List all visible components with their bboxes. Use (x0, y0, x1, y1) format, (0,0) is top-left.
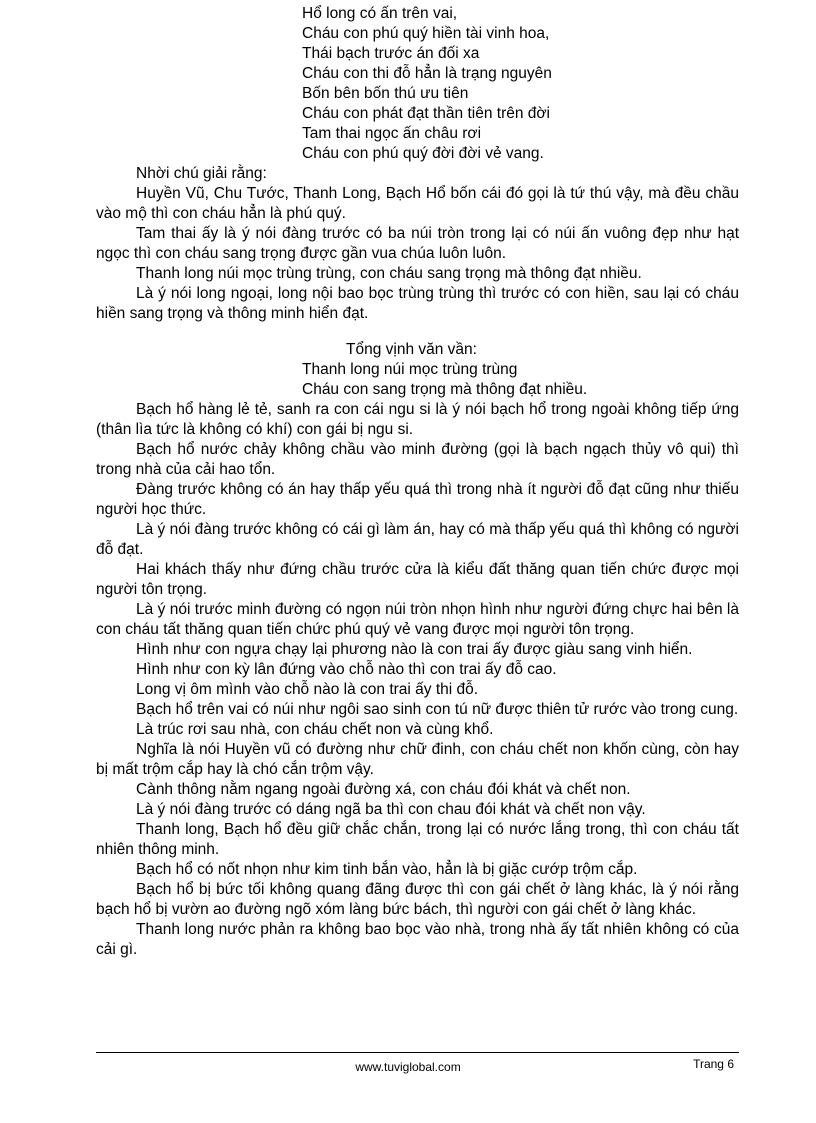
poem-line: Bốn bên bốn thú ưu tiên (302, 85, 469, 102)
poem-line: Cháu con phú quý đời đời vẻ vang. (302, 145, 544, 162)
poem-line: Cháu con thi đỗ hẳn là trạng nguyên (302, 65, 552, 82)
paragraph: Là ý nói long ngoại, long nội bao bọc trùng trùng thì trước có con hiền, sau lại có cháu hiền sang trọng và thông minh hiển đạt. (96, 285, 739, 322)
paragraph: Bạch hổ có nốt nhọn như kim tinh bắn vào, hẳn là bị giặc cướp trộm cắp. (136, 861, 638, 878)
paragraph: Nghĩa là nói Huyền vũ có đường như chữ đinh, con cháu chết non khốn cùng, còn hay bị mất trộm cắp hay là chó cắn trộm vậy. (96, 741, 739, 778)
paragraph: Bạch hổ bị bức tối không quang đãng được thì con gái chết ở làng khác, là ý nói rằng bạch hổ bị vườn ao đường ngõ xóm làng bức bách, thì người con gái chết ở làng khác. (96, 881, 739, 918)
paragraph: Thanh long, Bạch hổ đều giữ chắc chắn, trong lại có nước lắng trong, thì con cháu tất nhiên thông minh. (96, 821, 739, 858)
paragraph: Nhời chú giải rằng: (136, 165, 267, 182)
paragraph: Hình như con ngựa chạy lại phương nào là con trai ấy được giàu sang vinh hiển. (136, 641, 693, 658)
poem-line: Tam thai ngọc ấn châu rơi (302, 125, 482, 142)
paragraph: Thanh long núi mọc trùng trùng, con cháu sang trọng mà thông đạt nhiều. (136, 265, 642, 282)
footer-divider (96, 1052, 739, 1053)
paragraph: Tam thai ấy là ý nói đàng trước có ba núi tròn trong lại có núi ấn vuông đẹp như hạt ngọc thì con cháu sang trọng được gần vua chúa luôn luôn. (96, 225, 739, 262)
poem-mid (302, 360, 587, 400)
paragraph: Là ý nói đàng trước không có cái gì làm án, hay có mà thấp yếu quá thì không có người đỗ đạt. (96, 521, 739, 558)
paragraph: Là ý nói đàng trước có dáng ngã ba thì con chau đói khát và chết non vậy. (136, 801, 646, 818)
paragraph: Hình như con kỳ lân đứng vào chỗ nào thì con trai ấy đỗ cao. (136, 661, 557, 678)
section-heading: Tổng vịnh văn vần: (346, 341, 477, 358)
footer-url[interactable]: www.tuviglobal.com (355, 1060, 461, 1074)
page-number: Trang 6 (693, 1057, 734, 1071)
paragraph: Là ý nói trước minh đường có ngọn núi tròn nhọn hình như người đứng chực hai bên là con cháu tất thăng quan tiến chức phú quý vẻ vang được mọi người tôn trọng. (96, 601, 739, 638)
paragraph: Đàng trước không có án hay thấp yếu quá thì trong nhà ít người đỗ đạt cũng như thiếu người học thức. (96, 481, 739, 518)
paragraph: Hai khách thấy như đứng chầu trước cửa là kiểu đất thăng quan tiến chức được mọi người tôn trọng. (96, 561, 739, 598)
paragraph: Bạch hổ hàng lẻ tẻ, sanh ra con cái ngu si là ý nói bạch hổ trong ngoài không tiếp ứng (thân lìa tức là không có khí) con gái bị ngu si. (96, 401, 739, 438)
poem-line: Cháu con phú quý hiền tài vinh hoa, (302, 25, 550, 42)
paragraph: Long vị ôm mình vào chỗ nào là con trai ấy thi đỗ. (136, 681, 479, 698)
paragraph: Huyền Vũ, Chu Tước, Thanh Long, Bạch Hổ bốn cái đó gọi là tứ thú vậy, mà đều chầu vào mộ thì con cháu hẳn là phú quý. (96, 185, 739, 222)
poem-top (302, 4, 552, 164)
paragraph: Bạch hổ nước chảy không chầu vào minh đường (gọi là bạch ngạch thủy vô qui) thì trong nhà của cải hao tổn. (96, 441, 739, 478)
poem-line: Cháu con sang trọng mà thông đạt nhiều. (302, 381, 588, 398)
paragraph: Thanh long nước phản ra không bao bọc vào nhà, trong nhà ấy tất nhiên không có của cải gì. (96, 921, 739, 958)
annotation-section (96, 164, 739, 324)
poem-line: Hổ long có ấn trên vai, (302, 5, 458, 22)
summary-heading-block (96, 340, 739, 360)
poem-line: Thái bạch trước án đối xa (302, 45, 480, 62)
paragraph: Bạch hổ trên vai có núi như ngôi sao sinh con tú nữ được thiên tử rước vào trong cung. (136, 701, 739, 718)
poem-line: Thanh long núi mọc trùng trùng (302, 361, 518, 378)
paragraph: Là trúc rơi sau nhà, con cháu chết non và cùng khổ. (136, 721, 494, 738)
poem-line: Cháu con phát đạt thần tiên trên đời (302, 105, 550, 122)
paragraph: Cành thông nằm ngang ngoài đường xá, con cháu đói khát và chết non. (136, 781, 631, 798)
commentary-section (96, 400, 739, 960)
